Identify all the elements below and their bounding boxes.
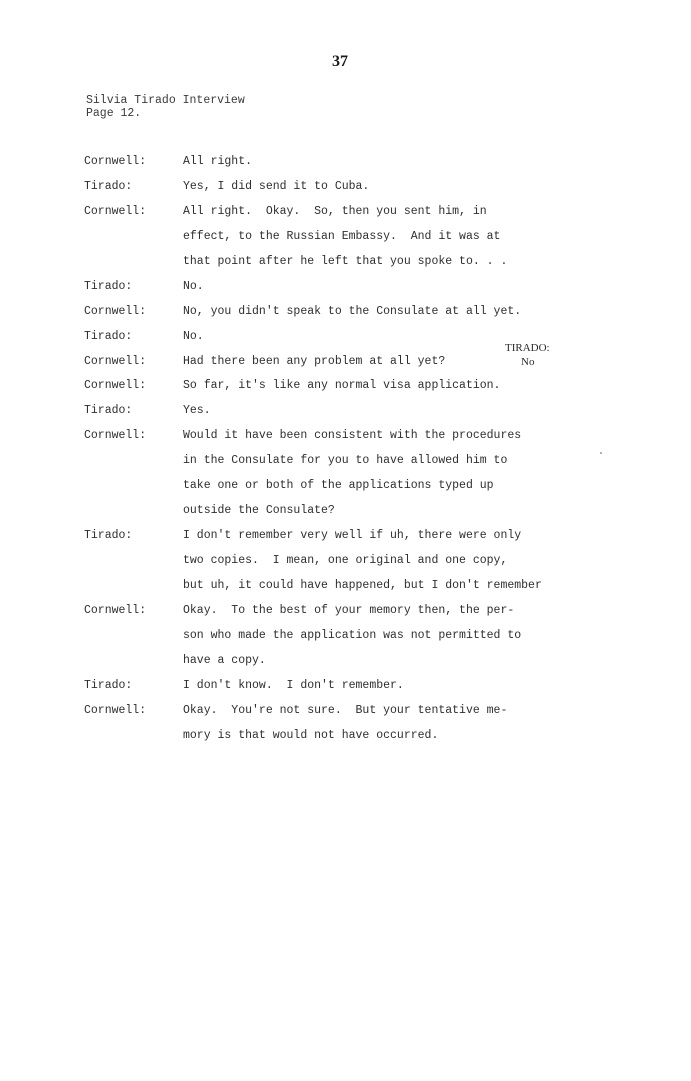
dialogue-line: mory is that would not have occurred. — [183, 729, 439, 742]
speaker-label: Cornwell: — [84, 305, 147, 318]
header-page-ref: Page 12. — [86, 107, 142, 120]
dialogue-line: have a copy. — [183, 654, 266, 667]
dialogue-line: Would it have been consistent with the procedures — [183, 429, 522, 442]
dialogue-line: I don't remember very well if uh, there were only — [183, 529, 522, 542]
speaker-label: Cornwell: — [84, 429, 147, 442]
speaker-label: Cornwell: — [84, 205, 147, 218]
dialogue-line: No, you didn't speak to the Consulate at all yet. — [183, 305, 522, 318]
annotation-speaker-label: TIRADO: — [505, 342, 550, 354]
page-number: 37 — [332, 53, 348, 70]
dialogue-line: All right. Okay. So, then you sent him, in — [183, 205, 487, 218]
dialogue-line: I don't know. I don't remember. — [183, 679, 404, 692]
speaker-label: Cornwell: — [84, 604, 147, 617]
interview-transcript — [84, 0, 584, 1081]
dialogue-line: Okay. You're not sure. But your tentative me- — [183, 704, 508, 717]
dialogue-line: No. — [183, 280, 204, 293]
speaker-label: Cornwell: — [84, 355, 147, 368]
annotation-answer: No — [521, 356, 535, 368]
dialogue-line: son who made the application was not permitted to — [183, 629, 522, 642]
dialogue-line: Okay. To the best of your memory then, the per- — [183, 604, 515, 617]
dialogue-line: Yes. — [183, 404, 211, 417]
dialogue-line: All right. — [183, 155, 253, 168]
header-title: Silvia Tirado Interview — [86, 94, 245, 107]
speaker-label: Cornwell: — [84, 704, 147, 717]
dialogue-line: No. — [183, 330, 204, 343]
speaker-label: Tirado: — [84, 330, 133, 343]
speaker-label: Tirado: — [84, 679, 133, 692]
dialogue-line: two copies. I mean, one original and one copy, — [183, 554, 508, 567]
speaker-label: Cornwell: — [84, 155, 147, 168]
dialogue-line: that point after he left that you spoke to. . . — [183, 255, 508, 268]
dialogue-line: but uh, it could have happened, but I don't remember — [183, 579, 542, 592]
dialogue-line: Had there been any problem at all yet? — [183, 355, 446, 368]
speaker-label: Tirado: — [84, 180, 133, 193]
dialogue-line: outside the Consulate? — [183, 504, 335, 517]
speaker-label: Tirado: — [84, 529, 133, 542]
scan-artifact — [600, 452, 602, 454]
speaker-label: Tirado: — [84, 280, 133, 293]
dialogue-line: Yes, I did send it to Cuba. — [183, 180, 370, 193]
dialogue-line: take one or both of the applications typed up — [183, 479, 494, 492]
dialogue-line: effect, to the Russian Embassy. And it was at — [183, 230, 501, 243]
speaker-label: Cornwell: — [84, 379, 147, 392]
dialogue-line: So far, it's like any normal visa application. — [183, 379, 501, 392]
dialogue-line: in the Consulate for you to have allowed him to — [183, 454, 508, 467]
speaker-label: Tirado: — [84, 404, 133, 417]
